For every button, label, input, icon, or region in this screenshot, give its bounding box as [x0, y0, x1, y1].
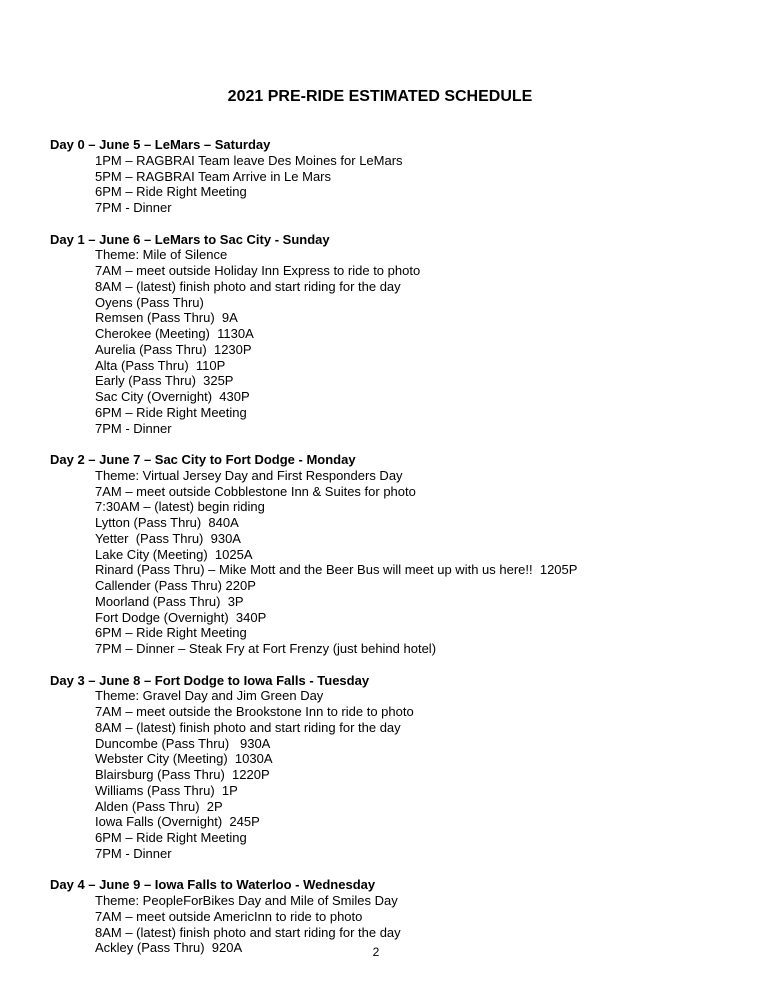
schedule-item: 8AM – (latest) finish photo and start riding for the day	[95, 278, 401, 294]
schedule-item: Blairsburg (Pass Thru) 1220P	[95, 767, 270, 782]
schedule-item: Yetter (Pass Thru) 930A	[95, 530, 241, 546]
schedule-item: 6PM – Ride Right Meeting	[95, 625, 247, 641]
schedule-item: Duncombe (Pass Thru) 930A	[95, 735, 271, 751]
schedule-item: 7AM – meet outside Holiday Inn Express to ride to photo	[95, 263, 421, 278]
day-items	[50, 468, 750, 657]
day-heading: Day 1 – June 6 – LeMars to Sac City - Sunday	[50, 231, 330, 247]
schedule-item: 7PM – Dinner – Steak Fry at Fort Frenzy (just behind hotel)	[95, 641, 437, 656]
schedule-item: Rinard (Pass Thru) – Mike Mott and the Beer Bus will meet up with us here!! 1205P	[95, 562, 578, 578]
day-section-1	[50, 232, 750, 437]
day-heading: Day 3 – June 8 – Fort Dodge to Iowa Falls - Tuesday	[50, 672, 370, 688]
day-section-3	[50, 673, 750, 862]
schedule-item: 6PM – Ride Right Meeting	[95, 404, 247, 420]
schedule-item: Theme: Gravel Day and Jim Green Day	[95, 688, 324, 704]
schedule-item: Iowa Falls (Overnight) 245P	[95, 814, 260, 830]
day-items	[50, 688, 750, 861]
page-number: 2	[372, 945, 380, 959]
schedule-item: Lake City (Meeting) 1025A	[95, 546, 253, 562]
schedule-item: Remsen (Pass Thru) 9A	[95, 310, 238, 326]
schedule-item: 7AM – meet outside the Brookstone Inn to ride to photo	[95, 704, 414, 719]
schedule-item: Cherokee (Meeting) 1130A	[95, 326, 254, 341]
schedule-item: 6PM – Ride Right Meeting	[95, 830, 247, 845]
schedule-item: Early (Pass Thru) 325P	[95, 373, 234, 389]
schedule-item: Webster City (Meeting) 1030A	[95, 751, 273, 767]
schedule-item: Theme: Mile of Silence	[95, 247, 228, 263]
schedule-item: Moorland (Pass Thru) 3P	[95, 593, 244, 609]
day-heading: Day 4 – June 9 – Iowa Falls to Waterloo - Wednesday	[50, 877, 376, 893]
day-items	[50, 153, 750, 216]
day-heading: Day 0 – June 5 – LeMars – Saturday	[50, 137, 271, 152]
schedule-item: 7PM - Dinner	[95, 200, 172, 215]
schedule-item: Callender (Pass Thru) 220P	[95, 578, 256, 593]
day-heading: Day 2 – June 7 – Sac City to Fort Dodge - Monday	[50, 452, 356, 467]
schedule-item: Oyens (Pass Thru)	[95, 294, 204, 310]
schedule-item: Williams (Pass Thru) 1P	[95, 782, 238, 798]
schedule-item: 7PM - Dinner	[95, 845, 172, 861]
schedule-item: Ackley (Pass Thru) 920A	[95, 940, 243, 956]
schedule-item: Theme: PeopleForBikes Day and Mile of Smiles Day	[95, 893, 398, 908]
schedule-item: Theme: Virtual Jersey Day and First Responders Day	[95, 467, 403, 483]
page-title: 2021 PRE-RIDE ESTIMATED SCHEDULE	[227, 88, 533, 105]
schedule-item: 7:30AM – (latest) begin riding	[95, 499, 265, 515]
schedule-item: Alta (Pass Thru) 110P	[95, 357, 226, 373]
day-section-2	[50, 452, 750, 657]
schedule-item: Fort Dodge (Overnight) 340P	[95, 609, 267, 625]
day-section-0	[50, 137, 750, 216]
schedule-item: Lytton (Pass Thru) 840A	[95, 515, 239, 530]
schedule-item: Aurelia (Pass Thru) 1230P	[95, 341, 252, 357]
schedule-item: Sac City (Overnight) 430P	[95, 389, 250, 404]
schedule-item: 5PM – RAGBRAI Team Arrive in Le Mars	[95, 168, 332, 184]
schedule-item: Alden (Pass Thru) 2P	[95, 798, 223, 814]
schedule-item: 8AM – (latest) finish photo and start riding for the day	[95, 924, 401, 940]
day-items	[50, 247, 750, 436]
schedule-item: 7AM – meet outside AmericInn to ride to photo	[95, 908, 363, 924]
schedule-item: 7PM - Dinner	[95, 420, 172, 436]
schedule-item: 8AM – (latest) finish photo and start riding for the day	[95, 719, 401, 735]
schedule-item: 7AM – meet outside Cobblestone Inn & Suites for photo	[95, 483, 416, 499]
schedule	[50, 137, 750, 972]
schedule-item: 6PM – Ride Right Meeting	[95, 184, 247, 200]
schedule-item: 1PM – RAGBRAI Team leave Des Moines for LeMars	[95, 152, 403, 168]
